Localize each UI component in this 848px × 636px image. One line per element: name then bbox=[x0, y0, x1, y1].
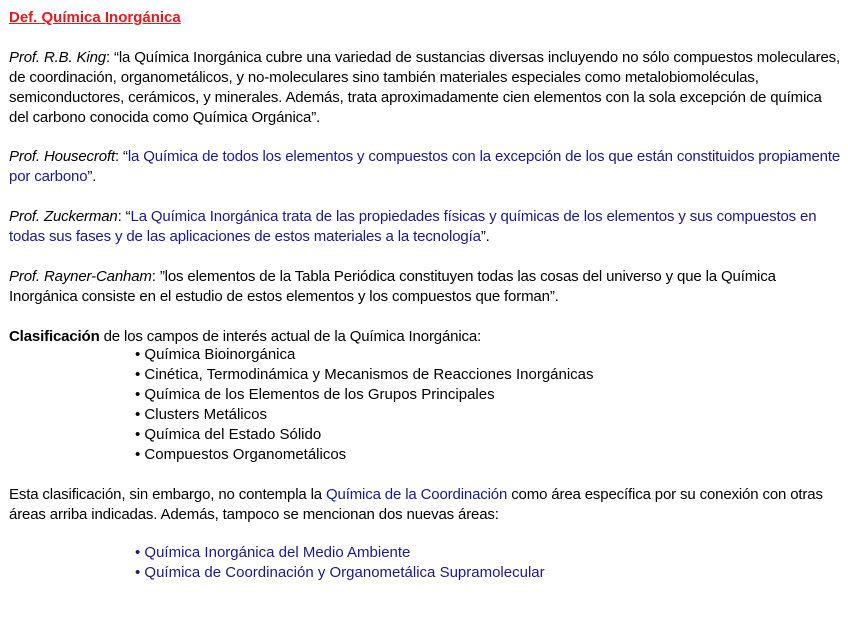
list-item: • Química Inorgánica del Medio Ambiente bbox=[135, 543, 545, 563]
quote-open: : “ bbox=[117, 208, 131, 225]
page-title: Def. Química Inorgánica bbox=[9, 9, 181, 26]
quote-open: : “ bbox=[114, 148, 128, 165]
definition-quote: La Química Inorgánica trata de las propiedades físicas y químicas de los elementos y sus compuestos en todas sus fases y de las aplicaciones de estos materiales a la tecnología bbox=[9, 208, 817, 245]
professor-name: Prof. R.B. King bbox=[9, 49, 106, 66]
closing-text: como área específica por su conexión con otras áreas arriba indicadas. Además, tampoco se mencionan dos nuevas áreas: bbox=[9, 486, 823, 523]
definition-housecroft bbox=[9, 147, 843, 187]
definition-zuckerman bbox=[9, 207, 843, 247]
quote-close: ”. bbox=[87, 168, 97, 185]
closing-text: Esta clasificación, sin embargo, no contempla la bbox=[9, 486, 326, 503]
list-item: • Compuestos Organometálicos bbox=[135, 445, 594, 465]
definition-king bbox=[9, 48, 843, 128]
professor-name: Prof. Housecroft bbox=[9, 148, 115, 165]
highlight-term: Química de la Coordinación bbox=[325, 486, 508, 503]
classification-intro bbox=[9, 327, 843, 347]
list-item: • Clusters Metálicos bbox=[135, 405, 594, 425]
list-item: • Química de los Elementos de los Grupos Principales bbox=[135, 385, 594, 405]
classification-list bbox=[135, 345, 594, 465]
list-item: • Química de Coordinación y Organometálica Supramolecular bbox=[135, 563, 545, 583]
definition-text: : ”los elementos de la Tabla Periódica constituyen todas las cosas del universo y que la Química Inorgánica consiste en el estudio de estos elementos y los compuestos que forman”. bbox=[9, 268, 776, 305]
new-areas-list bbox=[135, 543, 545, 583]
classification-intro-text: de los campos de interés actual de la Química Inorgánica: bbox=[99, 328, 482, 345]
quote-close: ”. bbox=[480, 228, 490, 245]
definition-text: : “la Química Inorgánica cubre una variedad de sustancias diversas incluyendo no sólo compuestos moleculares, de coordinación, organometálicos, y no-moleculares sino también materiales especiales como metalobiomoléculas, semiconductores, cerámicos, y minerales. Además, trata aproximadamente cien elementos con la sola excepción de química del carbono conocida como Química Orgánica”. bbox=[9, 49, 841, 126]
closing-paragraph bbox=[9, 485, 843, 525]
list-item: • Química del Estado Sólido bbox=[135, 425, 594, 445]
classification-label: Clasificación bbox=[9, 328, 100, 345]
list-item: • Cinética, Termodinámica y Mecanismos de Reacciones Inorgánicas bbox=[135, 365, 594, 385]
professor-name: Prof. Rayner-Canham bbox=[9, 268, 152, 285]
definition-rayner-canham bbox=[9, 267, 843, 307]
list-item: • Química Bioinorgánica bbox=[135, 345, 594, 365]
definition-quote: la Química de todos los elementos y compuestos con la excepción de los que están constituidos propiamente por carbono bbox=[9, 148, 841, 185]
professor-name: Prof. Zuckerman bbox=[9, 208, 118, 225]
